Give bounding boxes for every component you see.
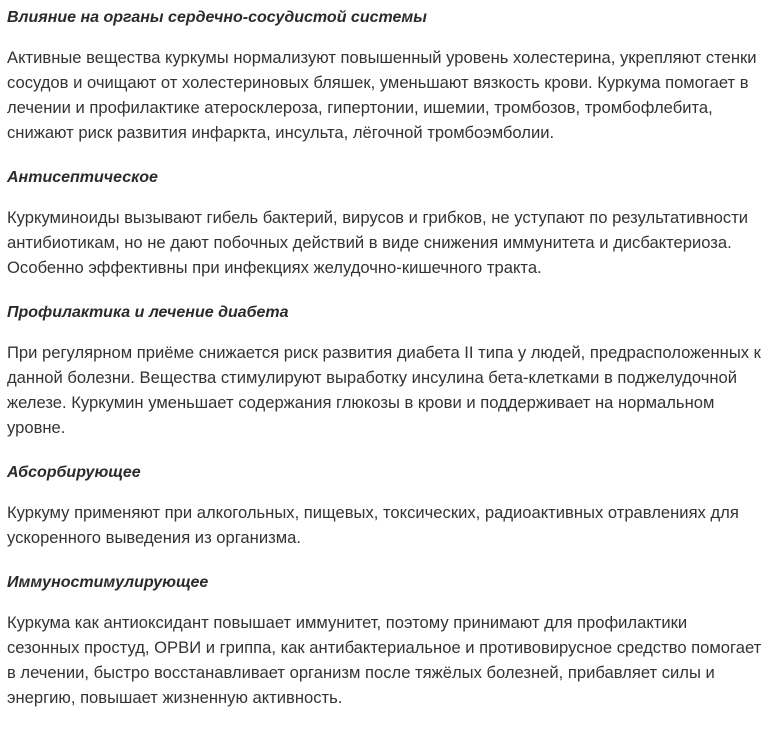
section-heading-immunostimulating: Иммуностимулирующее <box>7 574 209 591</box>
section-paragraph-antiseptic: Куркуминоиды вызывают гибель бактерий, вирусов и грибков, не уступают по результативности антибиотикам, но не дают побочных действий в виде снижения иммунитета и дисбактериоза. Особенно эффективны при инфекциях желудочно-кишечного тракта. <box>7 208 749 277</box>
section-paragraph-cardiovascular: Активные вещества куркумы нормализуют повышенный уровень холестерина, укрепляют стенки сосудов и очищают от холестериновых бляшек, уменьшают вязкость крови. Куркума помогает в лечении и профилактике атеросклероза, гипертонии, ишемии, тромбозов, тромбофлебита, снижают риск развития инфаркта, инсульта, лёгочной тромбоэмболии. <box>7 48 757 142</box>
section-paragraph-immunostimulating: Куркума как антиоксидант повышает иммунитет, поэтому принимают для профилактики сезонных простуд, ОРВИ и гриппа, как антибактериальное и противовирусное средство помогает в лечении, быстро восстанавливает организм после тяжёлых болезней, прибавляет силы и энергию, повышает жизненную активность. <box>7 613 762 707</box>
section-heading-absorbent: Абсорбирующее <box>7 464 141 481</box>
section-paragraph-diabetes: При регулярном приёме снижается риск развития диабета II типа у людей, предрасположенных к данной болезни. Вещества стимулируют выработку инсулина бета-клетками в поджелудочной железе. Куркумин уменьшает содержания глюкозы в крови и поддерживает на нормальном уровне. <box>7 343 761 437</box>
section-heading-cardiovascular: Влияние на органы сердечно-сосудистой системы <box>7 9 427 26</box>
section-heading-diabetes: Профилактика и лечение диабета <box>7 304 289 321</box>
section-heading-antiseptic: Антисептическое <box>7 169 158 186</box>
section-paragraph-absorbent: Куркуму применяют при алкогольных, пищевых, токсических, радиоактивных отравлениях для ускоренного выведения из организма. <box>7 503 739 547</box>
